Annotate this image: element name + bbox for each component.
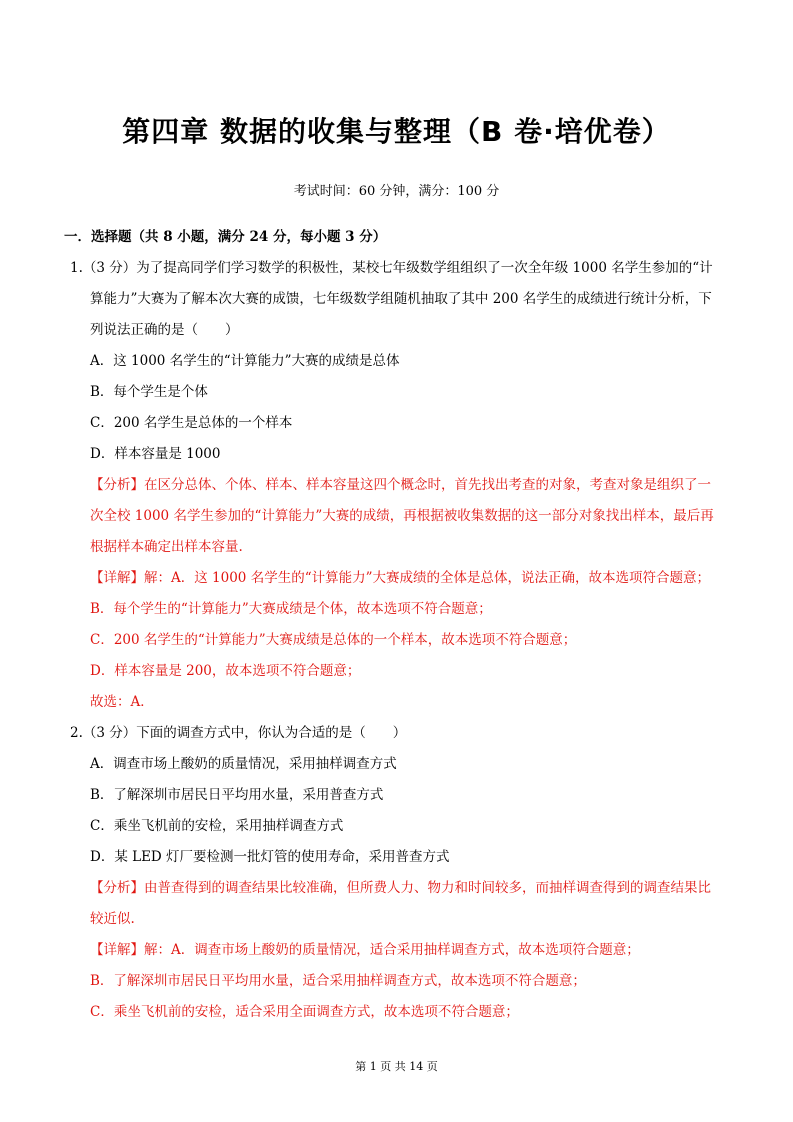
page-number: 第 1 页 共 14 页 <box>355 1060 438 1073</box>
detail-line: C．乘坐飞机前的安检，适合采用全面调查方式，故本选项不符合题意； <box>90 1004 519 1020</box>
option-d: D．某 LED 灯厂要检测一批灯管的使用寿命，采用普查方式 <box>90 849 450 865</box>
option-d: D．样本容量是 1000 <box>90 446 221 462</box>
exam-info: 考试时间：60 分钟，满分：100 分 <box>293 184 500 199</box>
option-a: A．调查市场上酸奶的质量情况，采用抽样调查方式 <box>90 756 397 772</box>
option-b: B．每个学生是个体 <box>90 384 208 400</box>
question-stem: 1.（3 分）为了提高同学们学习数学的积极性，某校七年级数学组组织了一次全年级 1000 名学生参加的“计算能力”大赛为了解本次大赛的成馈，七年级数学组随机抽取了其中 200 名学生的成绩进行统计分析，下列说法正确的是（ ） <box>70 260 713 338</box>
answer-line: 故选：A． <box>90 694 154 710</box>
detail-line: C．200 名学生的“计算能力”大赛成绩是总体的一个样本，故本选项不符合题意； <box>90 632 577 648</box>
question-2 <box>64 718 724 1028</box>
detail-line: B．每个学生的“计算能力”大赛成绩是个体，故本选项不符合题意； <box>90 601 492 617</box>
page-content <box>64 222 724 1028</box>
detail-line: D．样本容量是 200，故本选项不符合题意； <box>90 663 361 679</box>
analysis-text: 【分析】由普查得到的调查结果比较准确，但所费人力、物力和时间较多，而抽样调查得到的调查结果比较近似. <box>90 880 711 927</box>
detail-line: B．了解深圳市居民日平均用水量，适合采用抽样调查方式，故本选项不符合题意； <box>90 973 586 989</box>
option-b: B．了解深圳市居民日平均用水量，采用普查方式 <box>90 787 384 803</box>
section-heading: 一．选择题（共 8 小题，满分 24 分，每小题 3 分） <box>64 229 387 245</box>
option-c: C．乘坐飞机前的安检，采用抽样调查方式 <box>90 818 344 834</box>
detail-line: 【详解】解：A．调查市场上酸奶的质量情况，适合采用抽样调查方式，故本选项符合题意； <box>90 942 640 958</box>
question-1 <box>64 253 724 718</box>
option-c: C．200 名学生是总体的一个样本 <box>90 415 293 431</box>
detail-line: 【详解】解：A．这 1000 名学生的“计算能力”大赛成绩的全体是总体，说法正确，故本选项符合题意； <box>90 570 710 586</box>
question-stem: 2.（3 分）下面的调查方式中，你认为合适的是（ ） <box>70 725 407 741</box>
analysis-text: 【分析】在区分总体、个体、样本、样本容量这四个概念时，首先找出考查的对象，考查对象是组织了一次全校 1000 名学生参加的“计算能力”大赛的成绩，再根据被收集数据的这一部分对象找出样本，最后再根据样本确定出样本容量. <box>90 477 714 555</box>
option-a: A．这 1000 名学生的“计算能力”大赛的成绩是总体 <box>90 353 400 369</box>
document-title: 第四章 数据的收集与整理（B 卷·培优卷） <box>122 115 671 148</box>
